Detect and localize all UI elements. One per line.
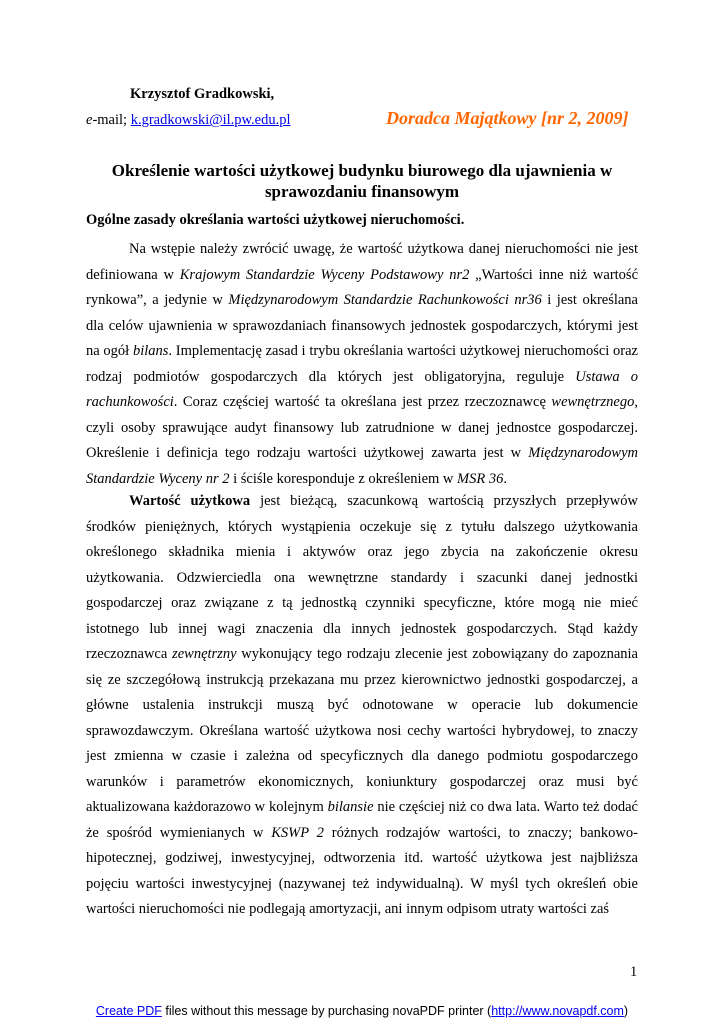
text-run: jest bieżącą, szacunkową wartością przyszłych przepływów środków pieniężnych, których wystąpienia oczekuje się z tytułu dalszego użytkowania określonego składnika mienia i aktywów oraz jego zbycia na zakończenie okresu użytkowania. Odzwierciedla ona wewnętrzne standardy i szacunki danej jednostki gospodarczej oraz związane z tą jednostką czynniki specyficzne, które mogą nie mieć istotnego lub innej wagi znaczenia dla innych jednostek gospodarczych. Stąd każdy rzeczoznawca [86,493,638,662]
text-run-italic: MSR 36 [457,470,504,487]
text-run: nie częściej niż co dwa lata. Warto też dodać że spośród wymienianych w [86,799,638,841]
text-run: wykonujący tego rodzaju zlecenie jest zobowiązany do zapoznania się ze szczegółową instrukcją przekazana mu przez kierownictwo jednostki gospodarczej, a główne ustalenia instrukcji muszą być odnotowane w operacie lub dokumencie sprawozdawczym. Określana wartość użytkowa nosi cechy wartości hybrydowej, to znaczy jest zmienna w czasie i zależna od specyficznych dla danego podmiotu gospodarczego warunków i parametrów ekonomicznych, koniunktury gospodarczej oraz musi być aktualizowana każdorazowo w kolejnym [86,646,638,815]
text-run: różnych rodzajów wartości, to znaczy; bankowo-hipotecznej, godziwej, inwestycyjnej, odtworzenia itd. wartość użytkowa jest najbliższa pojęciu wartości inwestycyjnej (nazywanej też indywidualną). W myśl tych określeń obie wartości nieruchomości nie podlegają amortyzacji, ani innym odpisom utraty wartości zaś [86,824,638,917]
email-prefix: -mail; [92,112,131,128]
text-run: Na wstępie należy zwrócić uwagę, że wartość użytkowa danej nieruchomości nie jest definiowana w [86,241,638,283]
footer-text: files without this message by purchasing novaPDF printer ( [161,1004,492,1018]
section-heading: Ogólne zasady określania wartości użytkowej nieruchomości. [86,212,465,228]
email-line [86,112,291,129]
text-run-italic: wewnętrznego [551,394,635,410]
novapdf-link[interactable]: http://www.novapdf.com [491,1004,624,1018]
text-run-italic: Krajowym Standardzie Wyceny Podstawowy nr2 [179,266,470,283]
text-run-italic: bilans [132,343,169,359]
author-name: Krzysztof Gradkowski, [130,86,275,102]
text-run-italic: Międzynarodowym Standardzie Rachunkowości nr36 [228,292,542,308]
create-pdf-link[interactable]: Create PDF [95,1004,162,1018]
text-run-italic: KSWP 2 [271,824,324,841]
text-run: . [503,470,507,487]
footer-banner [0,1004,724,1018]
text-run: , czyli osoby sprawujące audyt finansowy lub zatrudnione w danej jednostce gospodarczej. Określenie i definicja tego rodzaju wartości użytkowej zawarta jest w [86,394,638,461]
text-run-italic: Międzynarodowym Standardzie Wyceny nr 2 [86,445,638,487]
text-run: „Wartości inne niż wartość rynkowa”, a jedynie w [86,266,639,308]
paragraph-1 [86,237,638,492]
email-prefix-italic: e [86,112,93,128]
article-title: Określenie wartości użytkowej budynku biurowego dla ujawnienia w sprawozdaniu finansowym [111,161,613,201]
text-run-italic: zewnętrzny [172,646,237,662]
text-run: i ściśle koresponduje z określeniem w [229,470,458,487]
email-link[interactable]: k.gradkowski@il.pw.edu.pl [130,112,291,128]
page-number: 1 [630,964,638,980]
journal-title: Doradca Majątkowy [nr 2, 2009] [386,108,629,128]
text-run: . Implementację zasad i trybu określania wartości użytkowej nieruchomości oraz rodzaj podmiotów gospodarczych dla których jest obligatoryjna, reguluje [86,343,638,385]
footer-close: ) [623,1004,629,1018]
text-run-bold: Wartość użytkowa [129,493,251,509]
text-run: . Coraz częściej wartość ta określana jest przez rzeczoznawcę [173,394,552,410]
text-run: i jest określana dla celów ujawnienia w sprawozdaniach finansowych jednostek gospodarczych, którymi jest na ogół [86,292,638,359]
text-run-italic: Ustawa o rachunkowości [86,368,638,410]
text-run-italic: bilansie [327,799,374,815]
paragraph-2 [86,489,638,923]
